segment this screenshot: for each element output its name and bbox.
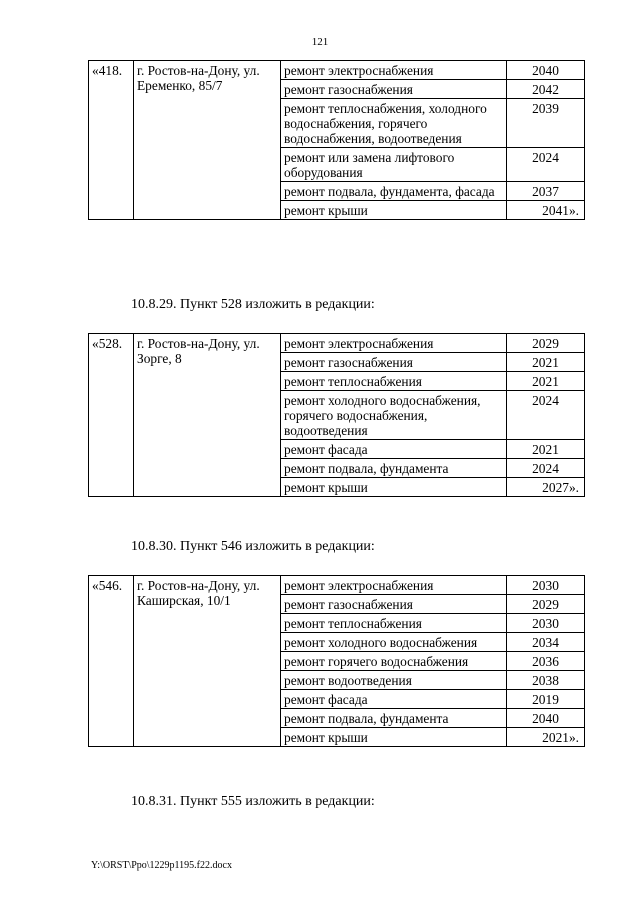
item-number: «528. bbox=[89, 334, 134, 497]
work-year: 2034 bbox=[507, 633, 585, 652]
work-year: 2029 bbox=[507, 334, 585, 353]
paragraph-546: 10.8.30. Пункт 546 изложить в редакции: bbox=[131, 539, 375, 554]
work-type: ремонт электроснабжения bbox=[281, 576, 507, 595]
work-type: ремонт подвала, фундамента bbox=[281, 459, 507, 478]
item-number: «546. bbox=[89, 576, 134, 747]
work-year: 2024 bbox=[507, 459, 585, 478]
paragraph-555: 10.8.31. Пункт 555 изложить в редакции: bbox=[131, 794, 375, 809]
work-type: ремонт фасада bbox=[281, 440, 507, 459]
work-type: ремонт газоснабжения bbox=[281, 80, 507, 99]
work-year: 2040 bbox=[507, 61, 585, 80]
item-address: г. Ростов-на-Дону, ул. Еременко, 85/7 bbox=[134, 61, 281, 220]
work-type: ремонт теплоснабжения, холодного водоснабжения, горячего водоснабжения, водоотведения bbox=[281, 99, 507, 148]
work-type: ремонт холодного водоснабжения bbox=[281, 633, 507, 652]
item-number: «418. bbox=[89, 61, 134, 220]
schedule-table-528 bbox=[88, 333, 585, 497]
page-number: 121 bbox=[311, 36, 329, 48]
table-row bbox=[89, 334, 585, 353]
work-year: 2027». bbox=[507, 478, 585, 497]
work-year: 2019 bbox=[507, 690, 585, 709]
work-year: 2029 bbox=[507, 595, 585, 614]
table-row bbox=[89, 61, 585, 80]
work-year: 2030 bbox=[507, 576, 585, 595]
work-type: ремонт теплоснабжения bbox=[281, 614, 507, 633]
item-address: г. Ростов-на-Дону, ул. Зорге, 8 bbox=[134, 334, 281, 497]
paragraph-528: 10.8.29. Пункт 528 изложить в редакции: bbox=[131, 297, 375, 312]
work-year: 2024 bbox=[507, 148, 585, 182]
work-year: 2024 bbox=[507, 391, 585, 440]
work-year: 2021». bbox=[507, 728, 585, 747]
table-row bbox=[89, 576, 585, 595]
work-type: ремонт водоотведения bbox=[281, 671, 507, 690]
work-type: ремонт подвала, фундамента, фасада bbox=[281, 182, 507, 201]
work-type: ремонт теплоснабжения bbox=[281, 372, 507, 391]
work-year: 2021 bbox=[507, 372, 585, 391]
work-year: 2021 bbox=[507, 440, 585, 459]
schedule-table-418 bbox=[88, 60, 585, 220]
work-type: ремонт электроснабжения bbox=[281, 334, 507, 353]
work-type: ремонт подвала, фундамента bbox=[281, 709, 507, 728]
schedule-table-546 bbox=[88, 575, 585, 747]
work-year: 2036 bbox=[507, 652, 585, 671]
work-type: ремонт крыши bbox=[281, 728, 507, 747]
work-type: ремонт фасада bbox=[281, 690, 507, 709]
work-year: 2021 bbox=[507, 353, 585, 372]
work-year: 2030 bbox=[507, 614, 585, 633]
work-year: 2041». bbox=[507, 201, 585, 220]
work-year: 2039 bbox=[507, 99, 585, 148]
work-year: 2042 bbox=[507, 80, 585, 99]
work-type: ремонт горячего водоснабжения bbox=[281, 652, 507, 671]
work-year: 2038 bbox=[507, 671, 585, 690]
work-year: 2037 bbox=[507, 182, 585, 201]
work-type: ремонт крыши bbox=[281, 201, 507, 220]
work-type: ремонт холодного водоснабжения, горячего водоснабжения, водоотведения bbox=[281, 391, 507, 440]
work-type: ремонт газоснабжения bbox=[281, 353, 507, 372]
work-year: 2040 bbox=[507, 709, 585, 728]
item-address: г. Ростов-на-Дону, ул. Каширская, 10/1 bbox=[134, 576, 281, 747]
work-type: ремонт газоснабжения bbox=[281, 595, 507, 614]
work-type: ремонт электроснабжения bbox=[281, 61, 507, 80]
file-path-footer: Y:\ORST\Ppo\1229p1195.f22.docx bbox=[91, 860, 232, 871]
work-type: ремонт или замена лифтового оборудования bbox=[281, 148, 507, 182]
work-type: ремонт крыши bbox=[281, 478, 507, 497]
